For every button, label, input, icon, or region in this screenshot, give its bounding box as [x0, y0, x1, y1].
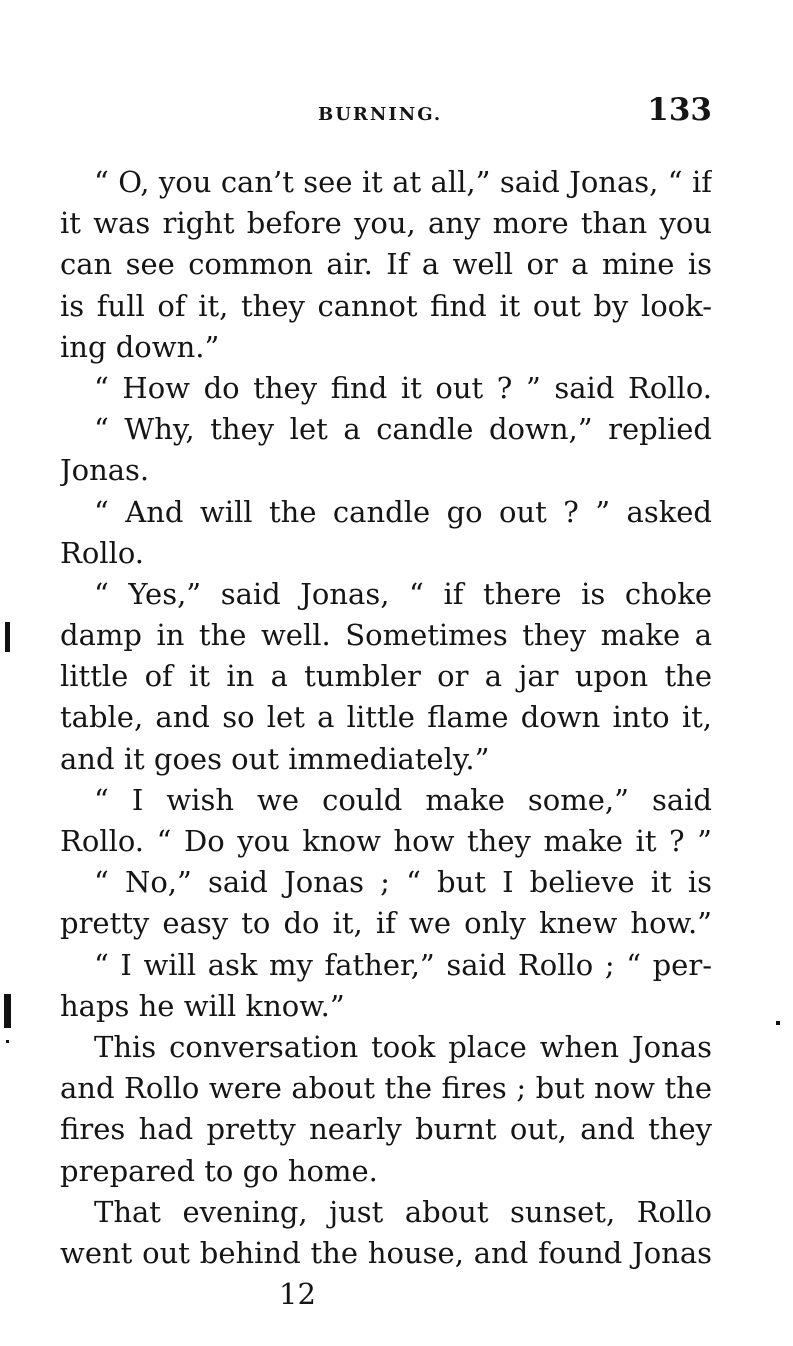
text-line: little of it in a tumbler or a jar upon the — [60, 659, 712, 694]
text-line: This conversation took place when Jonas — [94, 1029, 712, 1064]
text-line: can see common air. If a well or a mine is — [60, 247, 712, 282]
text-line: “ I will ask my father,” said Rollo ; “ per- — [94, 947, 712, 982]
scan-artifact — [4, 994, 11, 1028]
text-line: “ And will the candle go out ? ” asked — [94, 494, 712, 529]
text-line: and it goes out immediately.” — [60, 741, 490, 776]
text-line: fires had pretty nearly burnt out, and they — [60, 1112, 712, 1147]
signature-mark: 12 — [279, 1277, 316, 1311]
text-line: “ Yes,” said Jonas, “ if there is choke — [94, 576, 712, 611]
text-line: Jonas. — [60, 453, 150, 488]
text-line: “ I wish we could make some,” said — [94, 782, 712, 817]
text-line: and Rollo were about the fires ; but now the — [60, 1071, 712, 1106]
body-text — [60, 162, 712, 1274]
text-line: prepared to go home. — [60, 1153, 378, 1188]
text-line: Rollo. — [60, 535, 145, 570]
scan-artifact — [5, 622, 10, 652]
scan-artifact — [776, 1021, 780, 1025]
text-line: table, and so let a little flame down into it, — [60, 700, 712, 735]
text-line: haps he will know.” — [60, 988, 345, 1023]
running-title: BURNING. — [318, 104, 443, 125]
text-line: pretty easy to do it, if we only knew how.” — [60, 906, 712, 941]
text-line: went out behind the house, and found Jonas — [60, 1235, 712, 1270]
text-line: “ How do they find it out ? ” said Rollo. — [94, 370, 712, 405]
page-number: 133 — [647, 92, 712, 128]
scan-artifact — [6, 1040, 9, 1043]
text-line: “ O, you can’t see it at all,” said Jonas, “ if — [94, 165, 712, 199]
text-line: “ No,” said Jonas ; “ but I believe it is — [94, 865, 712, 900]
text-line: That evening, just about sunset, Rollo — [94, 1194, 712, 1229]
running-head — [60, 92, 712, 132]
text-line: “ Why, they let a candle down,” replied — [94, 412, 712, 447]
text-line: Rollo. “ Do you know how they make it ? ” — [60, 824, 712, 858]
text-line: damp in the well. Sometimes they make a — [60, 618, 712, 653]
text-line: ing down.” — [60, 329, 220, 364]
text-line: is full of it, they cannot find it out by look- — [60, 288, 712, 323]
text-line: it was right before you, any more than you — [60, 206, 712, 241]
